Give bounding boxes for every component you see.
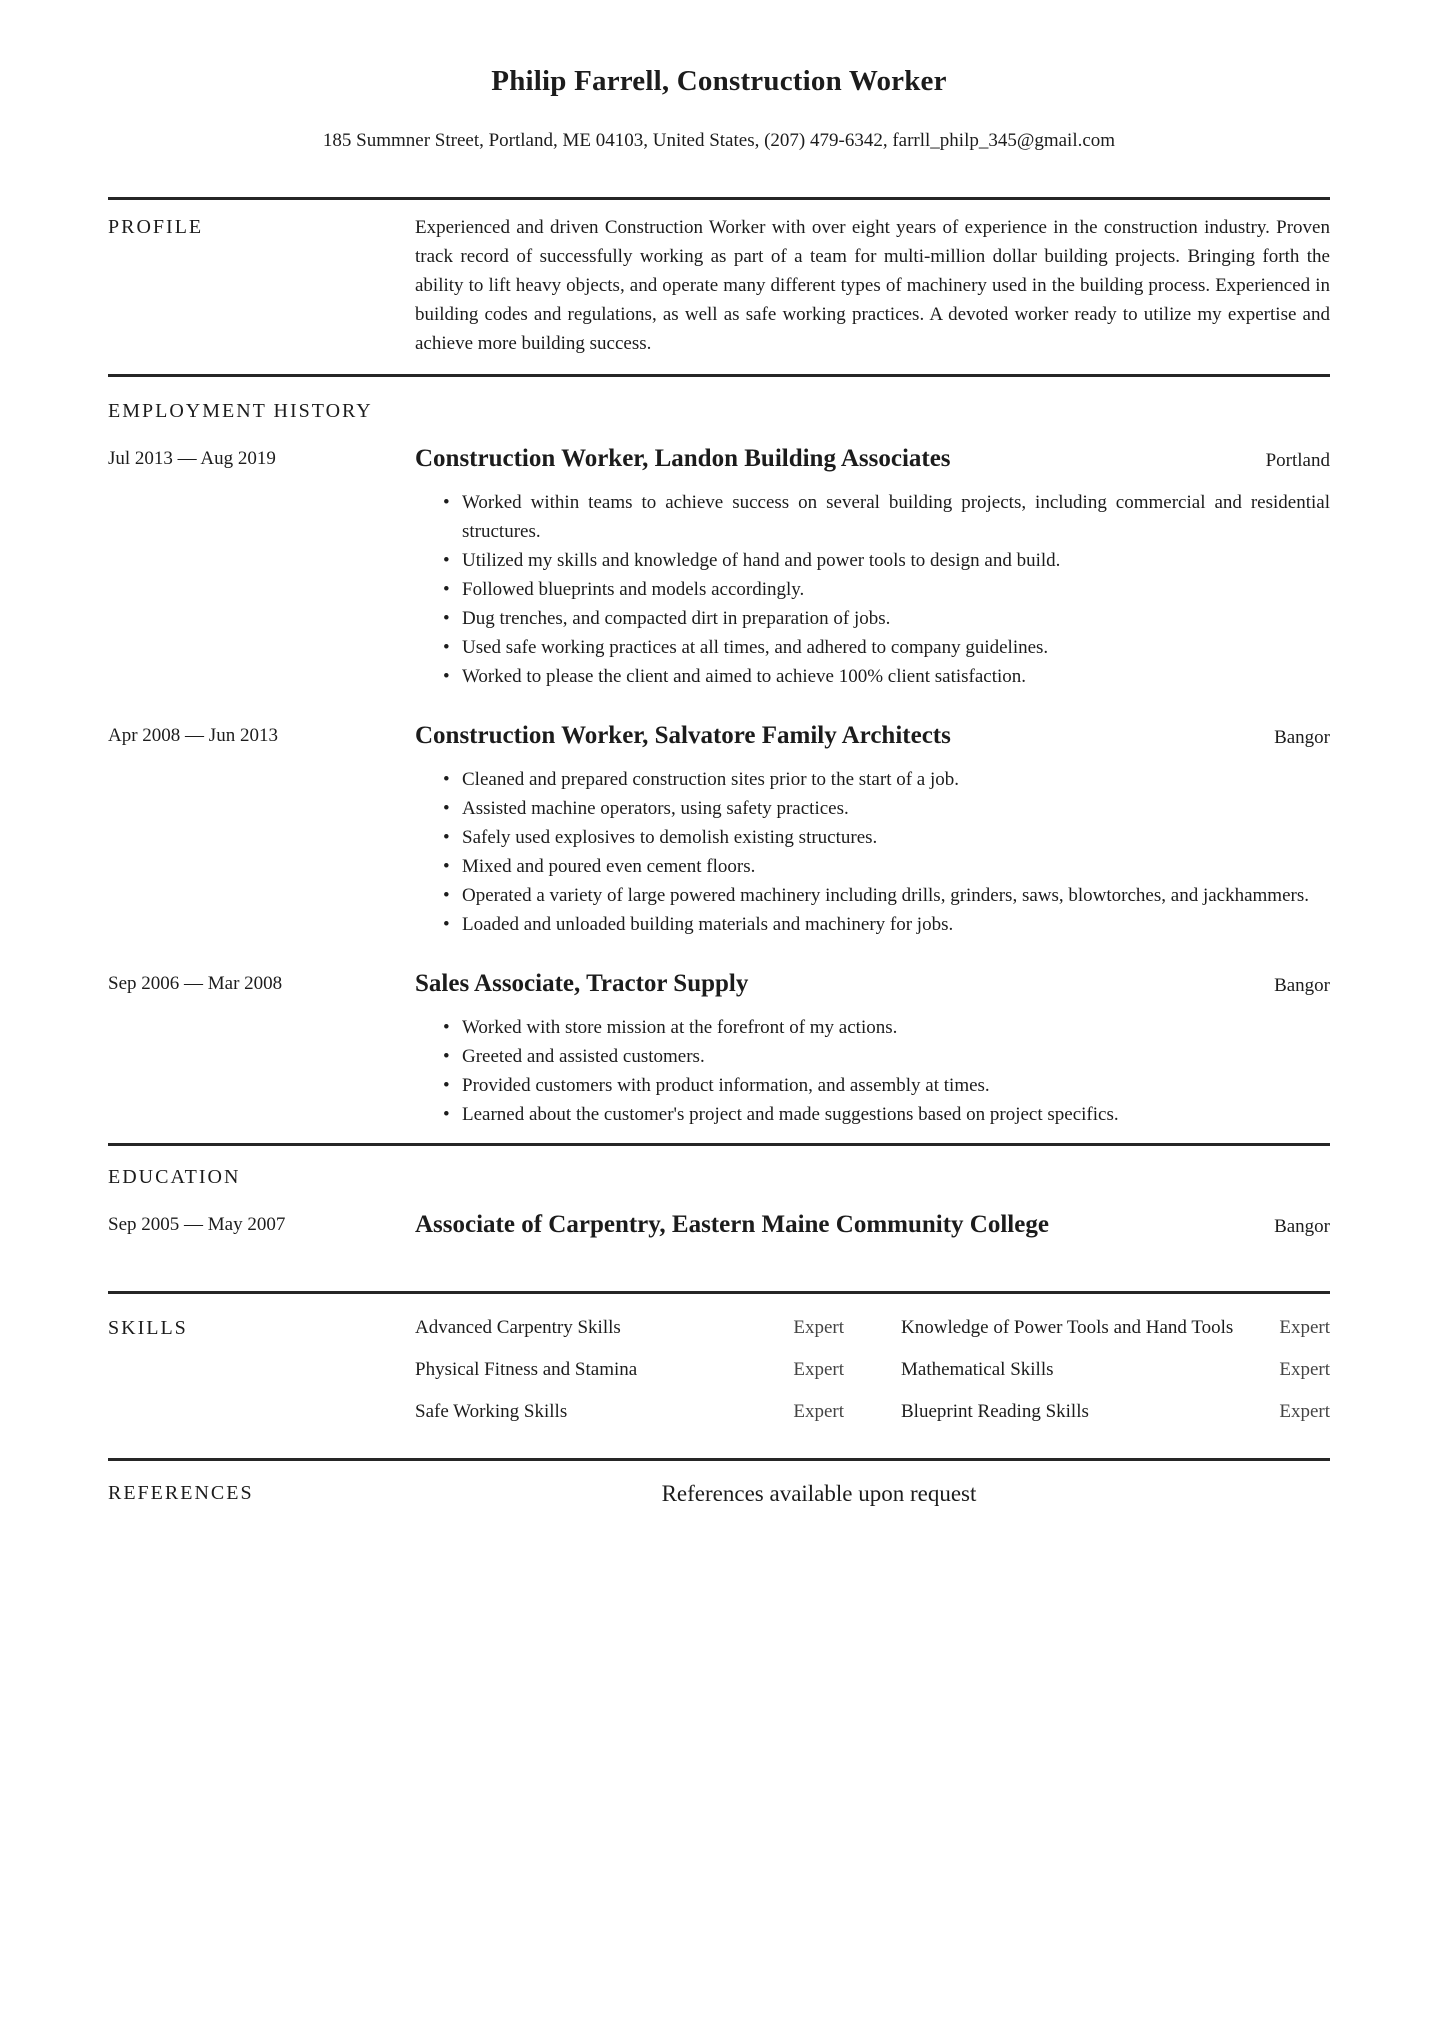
skill-level: Expert	[1279, 1401, 1330, 1422]
job-dates: Sep 2006 — Mar 2008	[108, 973, 283, 994]
job-entry	[108, 967, 1330, 1129]
skills-column-right	[901, 1314, 1330, 1440]
skill-name: Advanced Carpentry Skills	[415, 1317, 621, 1338]
skills-section	[108, 1294, 1330, 1458]
contact-line: 185 Summner Street, Portland, ME 04103, United States, (207) 479-6342, farrll_philp_345@gmail.com	[322, 130, 1116, 151]
job-entry	[108, 719, 1330, 939]
job-body	[415, 442, 1330, 691]
bullet-item: • Greeted and assisted customers.	[462, 1042, 1330, 1071]
skill-name: Physical Fitness and Stamina	[415, 1359, 638, 1380]
skill-level: Expert	[793, 1401, 844, 1422]
bullet-item: • Worked to please the client and aimed to achieve 100% client satisfaction.	[462, 662, 1330, 691]
job-title: Construction Worker, Salvatore Family Architects	[415, 722, 951, 749]
skill-item	[901, 1356, 1330, 1384]
job-title: Construction Worker, Landon Building Associates	[415, 445, 951, 472]
employment-heading: EMPLOYMENT HISTORY	[108, 400, 373, 422]
skill-level: Expert	[1279, 1359, 1330, 1380]
skill-item	[901, 1314, 1330, 1342]
profile-heading: PROFILE	[108, 216, 204, 238]
job-title: Sales Associate, Tractor Supply	[415, 970, 749, 997]
skill-item	[415, 1398, 844, 1426]
job-dates: Jul 2013 — Aug 2019	[108, 448, 276, 469]
skill-level: Expert	[793, 1359, 844, 1380]
bullet-item: • Worked with store mission at the forefront of my actions.	[462, 1013, 1330, 1042]
education-dates: Sep 2005 — May 2007	[108, 1214, 286, 1235]
bullet-item: • Loaded and unloaded building materials and machinery for jobs.	[462, 910, 1330, 939]
references-text: References available upon request	[661, 1481, 977, 1506]
job-location: Bangor	[1274, 975, 1330, 996]
education-heading: EDUCATION	[108, 1166, 241, 1188]
bullet-item: • Assisted machine operators, using safety practices.	[462, 794, 1330, 823]
skill-name: Mathematical Skills	[901, 1359, 1054, 1380]
profile-section	[108, 200, 1330, 374]
job-bullets	[415, 1013, 1330, 1129]
job-body	[415, 967, 1330, 1129]
bullet-item: • Dug trenches, and compacted dirt in preparation of jobs.	[462, 604, 1330, 633]
job-header	[415, 442, 1330, 475]
bullet-item: • Followed blueprints and models accordingly.	[462, 575, 1330, 604]
job-body	[415, 719, 1330, 939]
job-entry	[108, 442, 1330, 691]
job-location: Portland	[1265, 450, 1330, 471]
skill-item	[415, 1356, 844, 1384]
education-location: Bangor	[1274, 1216, 1330, 1237]
bullet-item: • Safely used explosives to demolish existing structures.	[462, 823, 1330, 852]
skill-level: Expert	[1279, 1317, 1330, 1338]
bullet-item: • Utilized my skills and knowledge of hand and power tools to design and build.	[462, 546, 1330, 575]
education-heading-row	[108, 1163, 1330, 1191]
bullet-item: • Provided customers with product information, and assembly at times.	[462, 1071, 1330, 1100]
education-section	[108, 1146, 1330, 1291]
references-heading: REFERENCES	[108, 1482, 254, 1504]
skill-level: Expert	[793, 1317, 844, 1338]
job-location: Bangor	[1274, 727, 1330, 748]
resume-name: Philip Farrell, Construction Worker	[491, 65, 947, 97]
skill-item	[901, 1398, 1330, 1426]
bullet-item: • Operated a variety of large powered machinery including drills, grinders, saws, blowtorches, and jackhammers.	[462, 881, 1330, 910]
skills-column-left	[415, 1314, 844, 1440]
profile-text: Experienced and driven Construction Worker with over eight years of experience in the construction industry. Proven track record of successfully working as part of a team for multi-million dollar building projects. Bringing forth the ability to lift heavy objects, and operate many different types of machinery used in the building process. Experienced in building codes and regulations, as well as safe working practices. A devoted worker ready to utilize my expertise and achieve more building success.	[415, 217, 1330, 354]
skills-heading: SKILLS	[108, 1317, 188, 1339]
skills-columns	[415, 1314, 1330, 1440]
bullet-item: • Cleaned and prepared construction sites prior to the start of a job.	[462, 765, 1330, 794]
education-header	[415, 1208, 1330, 1241]
employment-heading-row	[108, 397, 1330, 425]
education-body	[415, 1208, 1330, 1241]
references-section	[108, 1461, 1330, 1549]
job-header	[415, 719, 1330, 752]
bullet-item: • Used safe working practices at all times, and adhered to company guidelines.	[462, 633, 1330, 662]
education-entry	[108, 1208, 1330, 1241]
education-degree: Associate of Carpentry, Eastern Maine Community College	[415, 1211, 1049, 1238]
skill-name: Knowledge of Power Tools and Hand Tools	[901, 1317, 1234, 1338]
job-bullets	[415, 765, 1330, 939]
bullet-item: • Mixed and poured even cement floors.	[462, 852, 1330, 881]
skill-name: Safe Working Skills	[415, 1401, 568, 1422]
skill-name: Blueprint Reading Skills	[901, 1401, 1089, 1422]
skill-item	[415, 1314, 844, 1342]
employment-section	[108, 377, 1330, 1143]
bullet-item: • Learned about the customer's project and made suggestions based on project specifics.	[462, 1100, 1330, 1129]
bullet-item: • Worked within teams to achieve success on several building projects, including commercial and residential structures.	[462, 488, 1330, 546]
job-header	[415, 967, 1330, 1000]
job-bullets	[415, 488, 1330, 691]
job-dates: Apr 2008 — Jun 2013	[108, 725, 278, 746]
